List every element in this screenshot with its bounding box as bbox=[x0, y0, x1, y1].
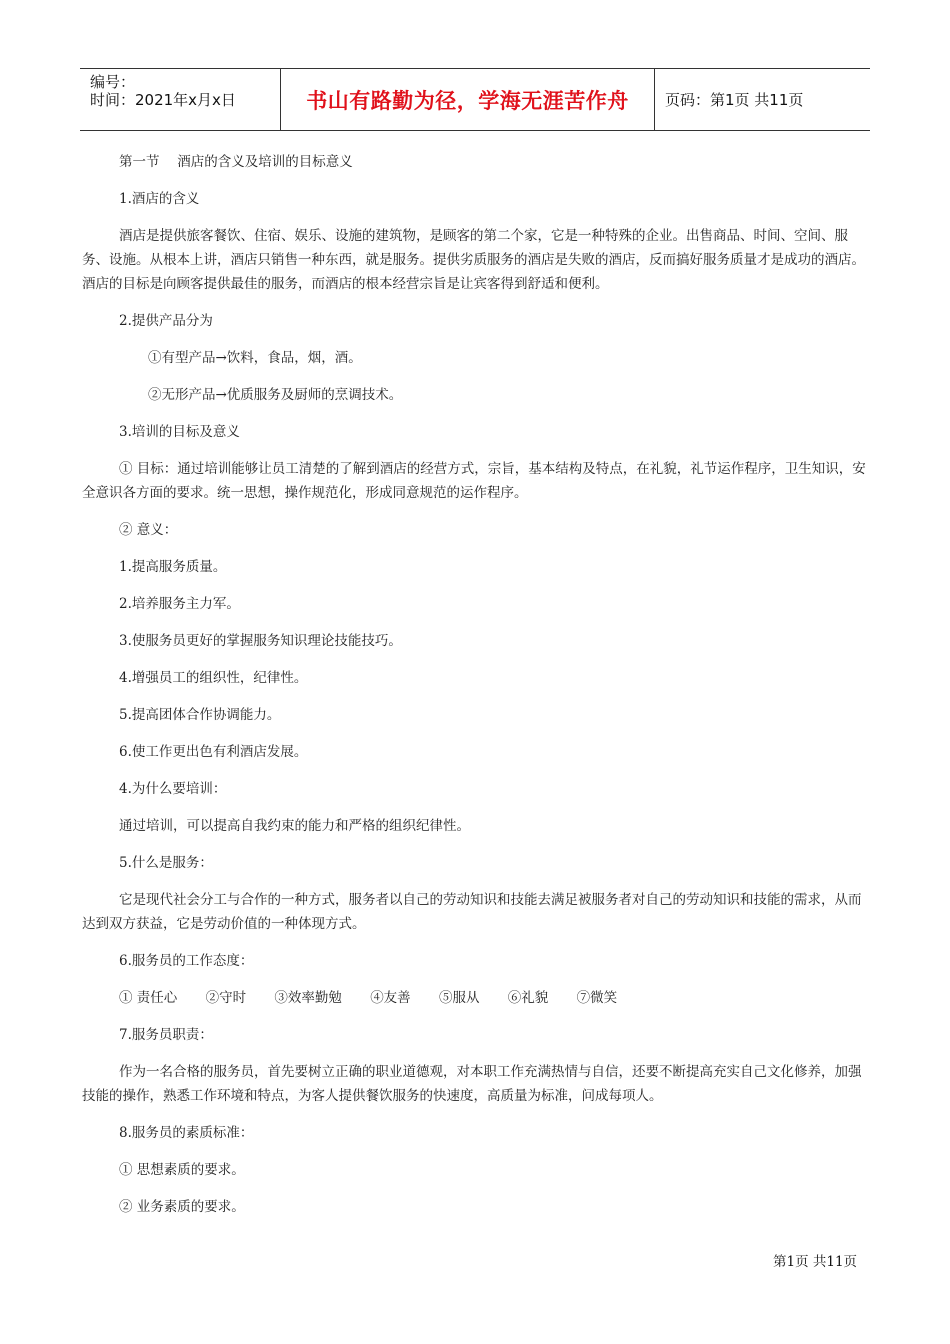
attitude-list bbox=[82, 986, 870, 1010]
paragraph-4: 通过培训，可以提高自我约束的能力和严格的组织纪律性。 bbox=[119, 818, 470, 834]
attitude-item: ① 责任心 bbox=[119, 990, 178, 1006]
paragraph-5: 它是现代社会分工与合作的一种方式，服务者以自己的劳动知识和技能去满足被服务者对自己的劳动知识和技能的需求，从而达到双方获益，它是劳动价值的一种体现方式。 bbox=[82, 892, 862, 932]
heading-8: 8.服务员的素质标准： bbox=[119, 1125, 254, 1141]
header-meta-cell bbox=[80, 69, 281, 130]
list-item: 2.培养服务主力军。 bbox=[119, 596, 240, 612]
heading-7: 7.服务员职责： bbox=[119, 1027, 213, 1043]
page-footer-number: 第1页 共11页 bbox=[773, 1254, 858, 1270]
list-item: 5.提高团体合作协调能力。 bbox=[119, 707, 281, 723]
product-intangible: ②无形产品→优质服务及厨师的烹调技术。 bbox=[148, 387, 403, 403]
page-header bbox=[80, 68, 870, 131]
paragraph-1: 酒店是提供旅客餐饮、住宿、娱乐、设施的建筑物，是顾客的第二个家，它是一种特殊的企业。出售商品、时间、空间、服务、设施。从根本上讲，酒店只销售一种东西，就是服务。提供劣质服务的酒店是失败的酒店，反而搞好服务质量才是成功的酒店。酒店的目标是向顾客提供最佳的服务，而酒店的根本经营宗旨是让宾客得到舒适和便利。 bbox=[82, 228, 865, 292]
document-body bbox=[82, 150, 870, 1219]
heading-2: 2.提供产品分为 bbox=[119, 313, 213, 329]
attitude-item: ⑤服从 bbox=[438, 990, 480, 1006]
attitude-item: ③效率勤勉 bbox=[274, 990, 342, 1006]
section-title: 第一节 酒店的含义及培训的目标意义 bbox=[119, 154, 353, 170]
attitude-item: ⑦微笑 bbox=[576, 990, 618, 1006]
list-item: 3.使服务员更好的掌握服务知识理论技能技巧。 bbox=[119, 633, 402, 649]
attitude-item: ④友善 bbox=[370, 990, 411, 1006]
heading-4: 4.为什么要培训： bbox=[119, 781, 227, 797]
heading-5: 5.什么是服务： bbox=[119, 855, 213, 871]
list-item: 1.提高服务质量。 bbox=[119, 559, 227, 575]
header-page-number: 页码：第1页 共11页 bbox=[665, 91, 804, 109]
meaning-label: ② 意义： bbox=[119, 522, 178, 538]
paragraph-7: 作为一名合格的服务员，首先要树立正确的职业道德观，对本职工作充满热情与自信，还要不断提高充实自己文化修养，加强技能的操作，熟悉工作环境和特点，为客人提供餐饮服务的快速度，高质量为标准，问成每项人。 bbox=[82, 1064, 862, 1104]
heading-3: 3.培训的目标及意义 bbox=[119, 424, 240, 440]
attitude-item: ②守时 bbox=[205, 990, 247, 1006]
quality-item: ① 思想素质的要求。 bbox=[119, 1162, 245, 1178]
attitude-item: ⑥礼貌 bbox=[507, 990, 549, 1006]
list-item: 4.增强员工的组织性，纪律性。 bbox=[119, 670, 308, 686]
list-item: 6.使工作更出色有利酒店发展。 bbox=[119, 744, 308, 760]
document-time-label: 时间：2021年x月x日 bbox=[90, 91, 236, 109]
header-motto: 书山有路勤为径，学海无涯苦作舟 bbox=[306, 88, 629, 113]
product-tangible: ①有型产品→饮料，食品，烟，酒。 bbox=[148, 350, 362, 366]
heading-1: 1.酒店的含义 bbox=[119, 191, 200, 207]
paragraph-3: ① 目标：通过培训能够让员工清楚的了解到酒店的经营方式，宗旨，基本结构及特点，在礼貌，礼节运作程序，卫生知识，安全意识各方面的要求。统一思想，操作规范化，形成同意规范的运作程序。 bbox=[82, 461, 866, 501]
quality-item: ② 业务素质的要求。 bbox=[119, 1199, 245, 1215]
document-number-label: 编号： bbox=[90, 73, 136, 91]
header-page-cell bbox=[655, 69, 870, 130]
heading-6: 6.服务员的工作态度： bbox=[119, 953, 254, 969]
header-motto-cell bbox=[281, 69, 655, 130]
